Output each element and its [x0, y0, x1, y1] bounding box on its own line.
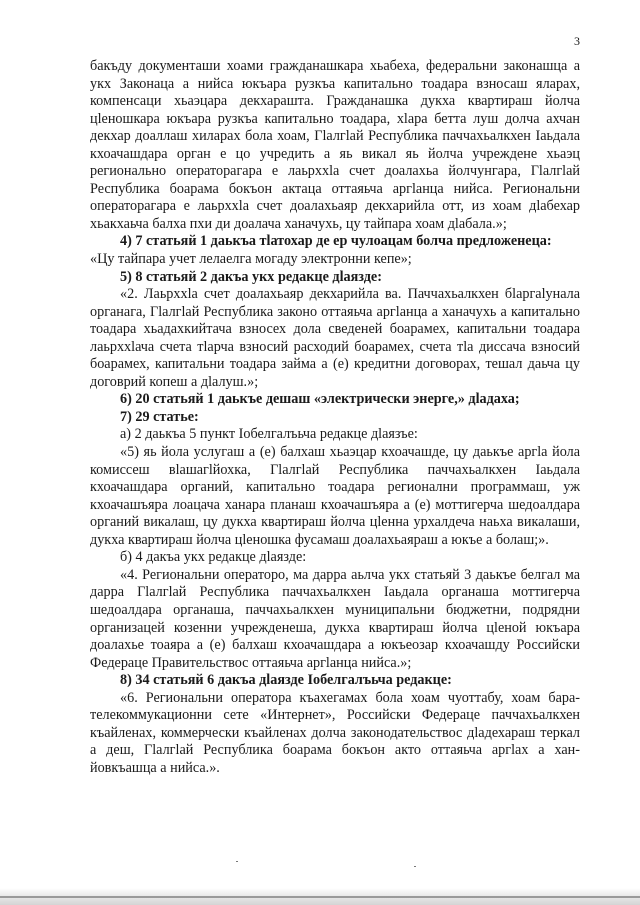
text-line: «2. Лаьрххlа счет доалахьаяр декхарийла ва. Паччахьалкхен [120, 286, 499, 303]
text-line: йолча цlеной юкъара доалахье тоаяра а (е) балхаш кхоачашдара а юкъеозар [90, 619, 581, 654]
text-line: йола комиссеш вlашагlйохка, Гlалгlай Республика паччахьалкхен Iаьдала [90, 444, 580, 478]
text-line: боарамех, капитальни тоадара лаьрххlача счета тlарча взносий расходий [90, 321, 580, 355]
subitem-b [90, 549, 580, 567]
text-line: нийса.»; [361, 654, 412, 671]
quoted-paragraph [90, 567, 580, 672]
text-line: шедоалдара органий викалаш, цу дукха квартираш йолча цlенна урхалдеча [90, 496, 580, 531]
text-line: паччахьалкхен къайленах, коммерчески къайленах долча [90, 707, 580, 741]
paragraph-continuation [90, 58, 580, 233]
text-line: доалача ханачухь, цу тайпара хоам дlабала.»; [233, 215, 507, 232]
text-line: кхоачашдара органий, капитально тоадара регионални программаш, уж [90, 479, 580, 496]
text-line: кхоачашъяра лоацача ханара планаш кхоачашъяра а (е) моттигерча [90, 496, 504, 513]
text-line: взносаш ялараx, компенсаци хьаэцара декхарашта. Гражданашка дукха [90, 75, 580, 110]
subitem-a [90, 426, 580, 444]
text-line: «6. Региональни оператора къахегамах бола хоам чуоттабу, хоам [120, 689, 541, 706]
text-line: счет доалахьа йолчунгара, Гlалгlай Республика боарама бокъон актаца [90, 163, 580, 197]
amendment-item-5 [90, 269, 580, 287]
scan-edge-line [0, 896, 640, 898]
text-line: квартираш йолча цlеношкара юкъара рузкъа капитально тоадара, хlара [90, 93, 581, 127]
text-line: 7) 29 статье: [120, 408, 199, 425]
amendment-item-6 [90, 391, 580, 409]
text-line: викал яь йолча учреждене хьаэц регионально операторагара е лаьрххlа [90, 145, 581, 180]
text-line: 4) 7 статьяй 1 даькъа тlатохар де ер чулоацам болча предложенеца: [120, 233, 552, 250]
text-line: «Цу тайпара учет лелаелга могаду электронни кепе»; [90, 251, 412, 268]
amendment-item-7 [90, 409, 580, 427]
quoted-paragraph [90, 690, 580, 778]
text-line: доалахьаяр декхарийла отт, из хоам дlабехар хьакхаьча балха пхи ди [90, 198, 580, 232]
text-line: бюджетни, подрядни организацей козенни учрежденеша, дукха квартираш [90, 601, 580, 636]
amendment-item-8 [90, 672, 580, 690]
text-line: а) 2 даькъа 5 пункт Iобелгалъьча редакце дlаязъе: [120, 426, 418, 443]
text-line: ханачухь а капитально тоадара хьадахкийтача взносех дола сведеней [90, 303, 580, 338]
text-line: бlаргаlунала органага, Гlалгlай Республика законо оттаяьча аргlанца а [90, 286, 581, 320]
text-line: моттигерча шедоалдара органаша, паччахьалкхен муниципальни [90, 584, 580, 618]
document-body [90, 58, 580, 777]
text-line: белгал ма дарра Гlалгlай Республика паччахьалкхен Iаьдала органаша [90, 566, 580, 601]
page-number: 3 [574, 34, 580, 48]
text-line: б) 4 дакъа укх редакце дlаязде: [120, 549, 307, 566]
quoted-paragraph [90, 444, 580, 549]
quoted-paragraph [90, 286, 580, 391]
scan-speck [236, 861, 238, 862]
text-line: 8) 34 статьяй 6 дакъа дlаязде Iобелгалъьча редакце: [120, 672, 452, 689]
text-line: бокъон акто оттаяьча аргlах а хан-йовкъашца а нийса.». [90, 742, 580, 776]
text-line: бакъду документаши хоами гражданашкара хьабеха, федеральни [90, 58, 498, 74]
text-line: 6) 20 статьяй 1 даькъе дешаш «электрически энерге,» дlадаха; [120, 391, 520, 408]
scan-speck [414, 866, 416, 867]
text-line: «4. Региональни операторо, ма дарра аьлча укх статьяй 3 даькъе [120, 566, 517, 583]
text-line: «5) яь йола услугаш а (е) балхаш хьаэцар кхоачашде, цу даькъе аргlа [120, 444, 548, 461]
text-line: оттаяьча аргlанца нийса. Региональни операторагара е лаьрххlа счет [90, 180, 581, 215]
text-line: (е) кредитни договорах, тешал даьча цу договрий копеш а дlалуш.»; [90, 356, 580, 390]
text-line: кхоачашду Российски Федераце Правительствос оттаяьча аргlанца [90, 637, 581, 671]
text-line: бара-телекоммукационни сете «Интернет», Российски Федераце [90, 689, 581, 724]
amendment-item-4 [90, 233, 580, 251]
text-line: бетта луш долча ахчан декхар доаллаш хилараx бола хоам, Гlалгlай [90, 110, 580, 145]
text-line: а юкъе а болаш;». [441, 531, 549, 548]
text-line: боарамех, счета тlа диссача взносий боарамех, капитальни тоадара займа а [90, 338, 580, 373]
text-line: законодательствос дlадехараш теркал а деш, Гlалгlай Республика боарама [90, 724, 581, 759]
text-line: наьха викалаши, дукха квартираш йолча цlеношка фусамаш доалахьаяраш [90, 514, 580, 548]
quoted-text [90, 251, 580, 269]
text-line: 5) 8 статьяй 2 дакъа укх редакце дlаязде: [120, 268, 382, 285]
text-line: законашца а укх Законаца а нийса юкъара рузкъа капитально тоадара [90, 58, 580, 92]
text-line: Республика паччахьалкхен Iаьдала кхоачашдара орган е цо учредить а яь [90, 128, 580, 162]
